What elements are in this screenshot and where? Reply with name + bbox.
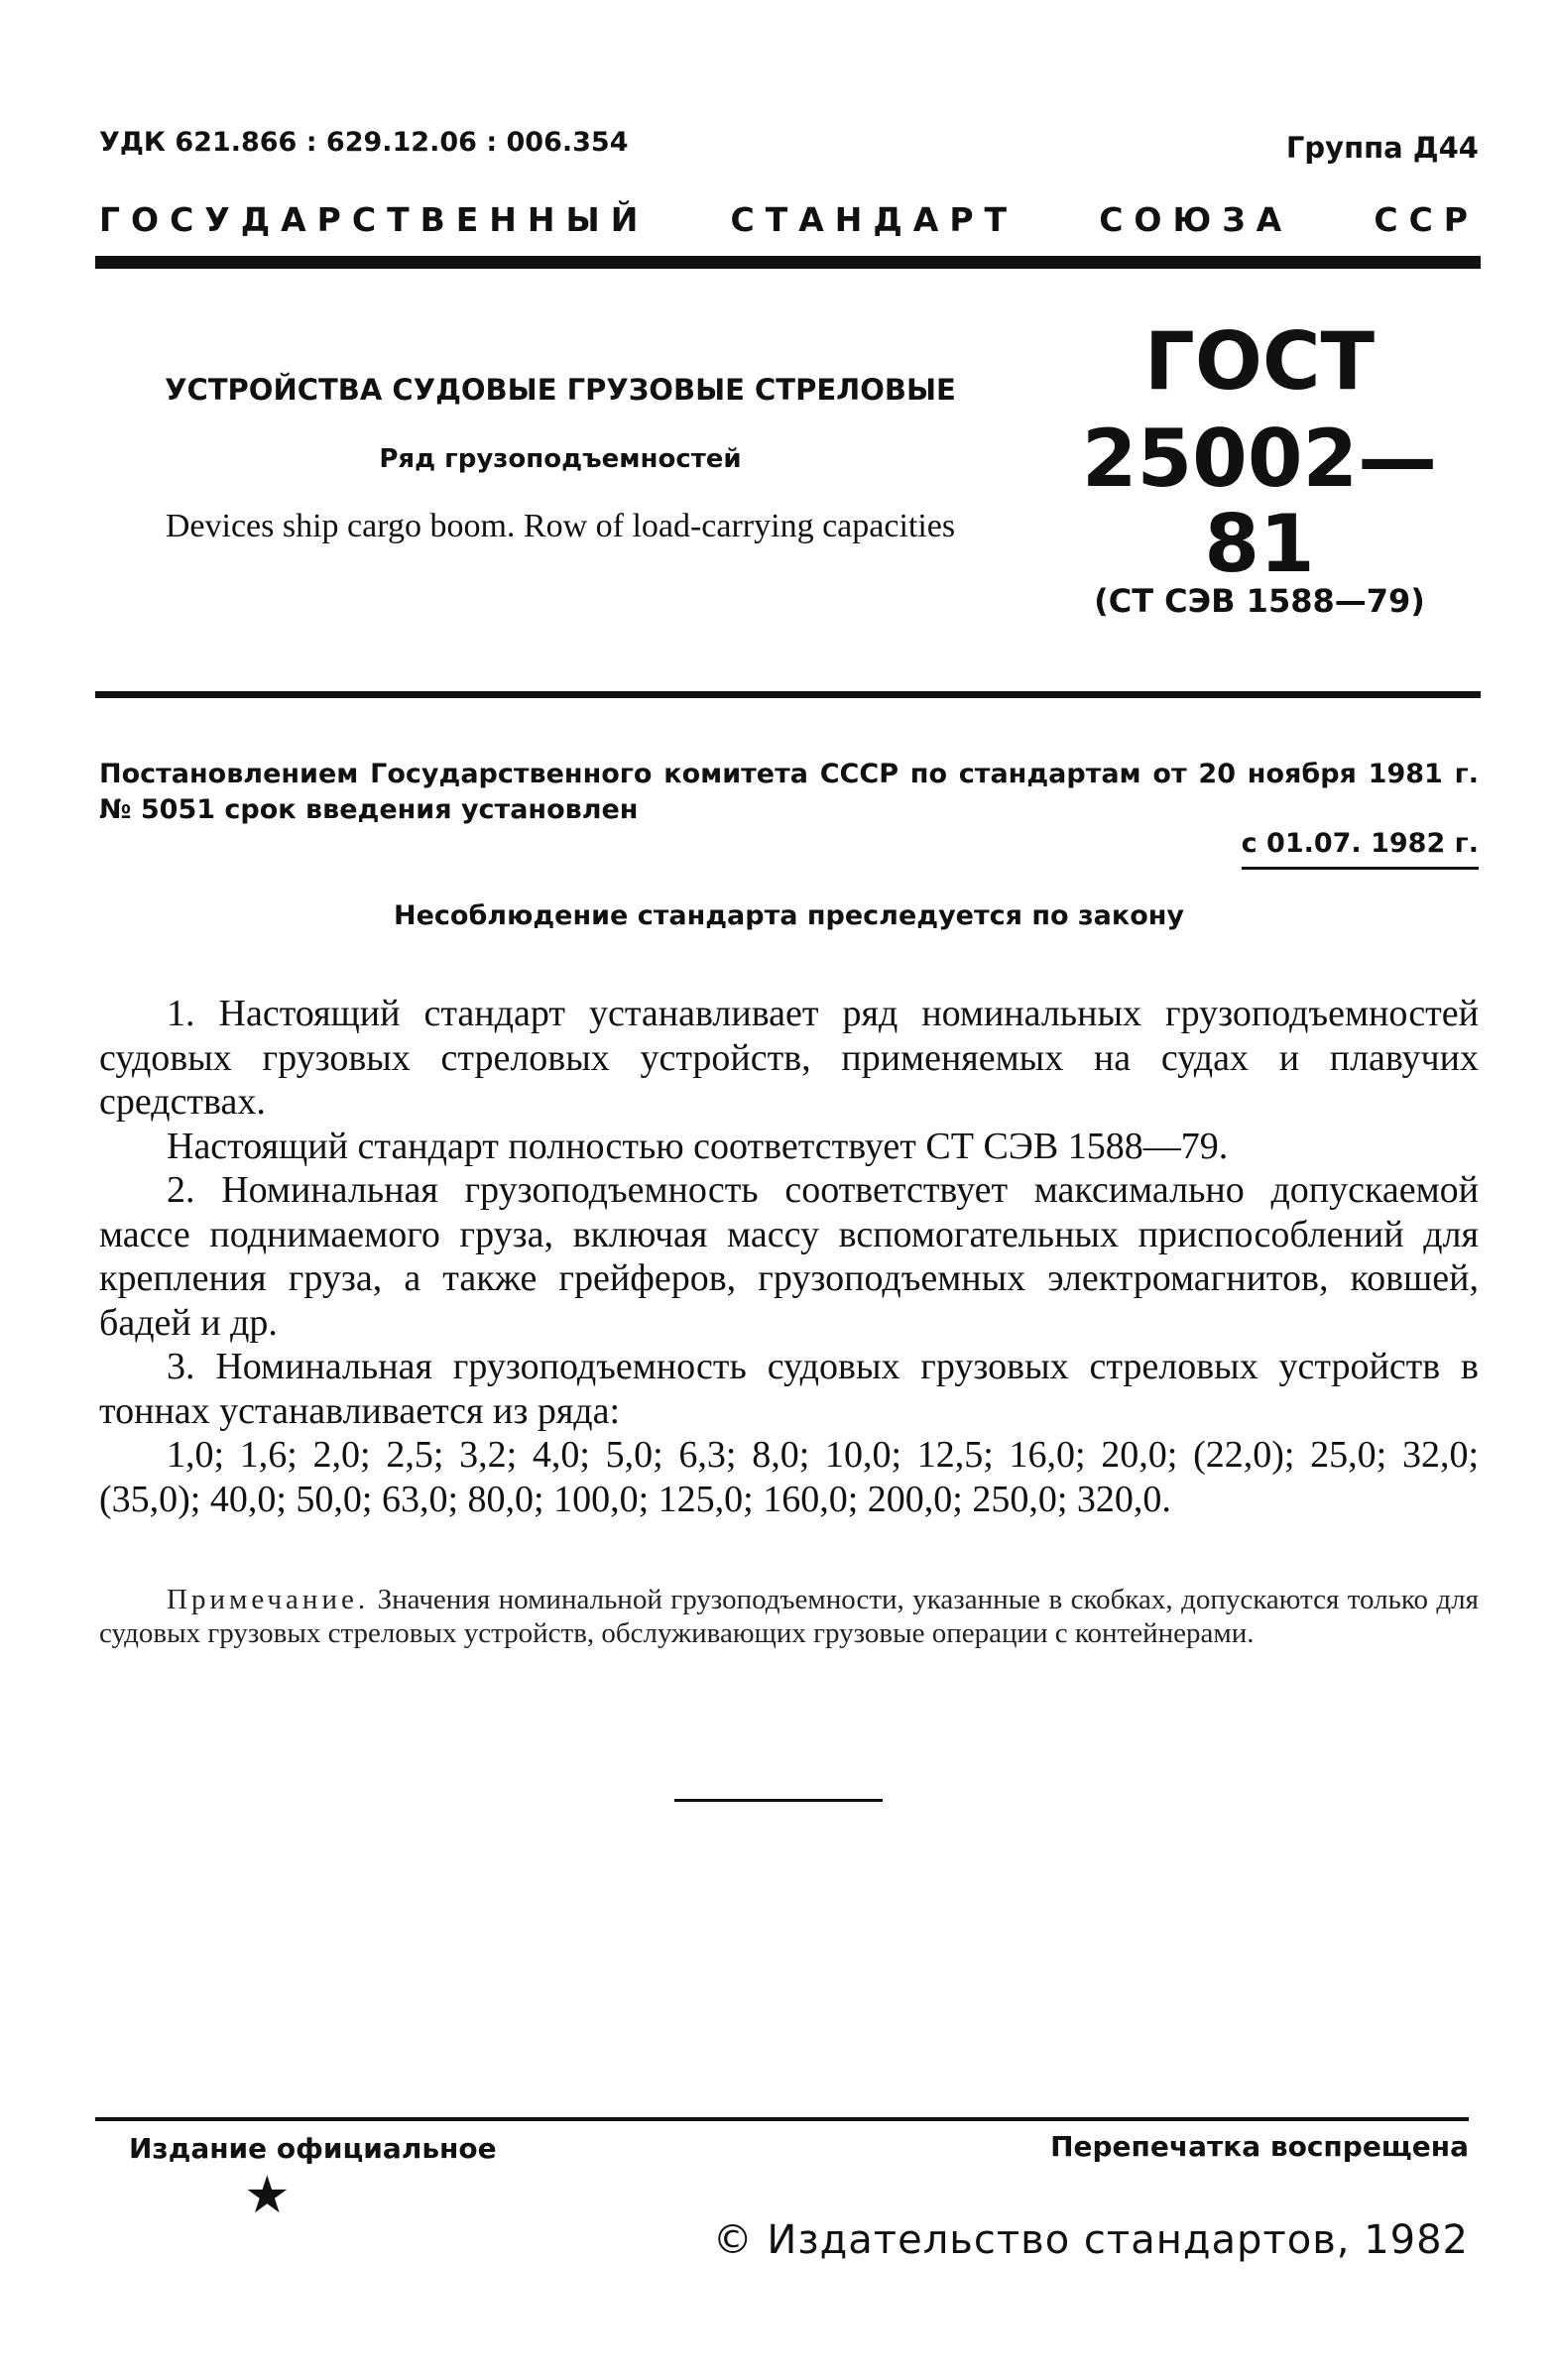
- decree-text: Постановлением Государственного комитета СССР по стандартам от 20 ноября 1981 г. № 5051 срок введения установлен: [99, 759, 1479, 825]
- standard-body: [99, 992, 1479, 1521]
- english-title: Devices ship cargo boom. Row of load-carrying capacities: [165, 508, 956, 544]
- star-icon: ★: [244, 2168, 291, 2224]
- sev-reference: (СТ СЭВ 1588—79): [1094, 582, 1425, 620]
- paragraph: Настоящий стандарт полностью соответствует СТ СЭВ 1588—79.: [167, 1125, 1229, 1167]
- capacity-series: 1,0; 1,6; 2,0; 2,5; 3,2; 4,0; 5,0; 6,3; 8,0; 10,0; 12,5; 16,0; 20,0; (22,0); 25,0; 32,0; (35,0); 40,0; 50,0; 63,0; 80,0; 100,0; 125,0; 160,0; 200,0; 250,0; 320,0.: [99, 1434, 1479, 1520]
- standard-title: УСТРОЙСТВА СУДОВЫЕ ГРУЗОВЫЕ СТРЕЛОВЫЕ: [165, 373, 956, 407]
- state-standard-line: [99, 200, 1479, 239]
- paragraph: 3. Номинальная грузоподъемность судовых грузовых стреловых устройств в тоннах устанавливается из ряда:: [99, 1346, 1479, 1432]
- state-standard-word: СТАНДАРТ: [730, 200, 1019, 239]
- gost-label: ГОСТ: [1143, 315, 1376, 408]
- group-code: Группа Д44: [1285, 131, 1479, 165]
- note-label: Примечание.: [167, 1584, 370, 1615]
- state-standard-word: СОЮЗА: [1099, 200, 1293, 239]
- note: [99, 1583, 1479, 1650]
- standard-subtitle: Ряд грузоподъемностей: [379, 444, 742, 474]
- udk-code: УДК 621.866 : 629.12.06 : 006.354: [99, 127, 629, 158]
- state-standard-word: ГОСУДАРСТВЕННЫЙ: [99, 200, 650, 239]
- gost-number: 25002—81: [1081, 413, 1438, 590]
- paragraph: 2. Номинальная грузоподъемность соответствует максимально допускаемой массе поднимаемого груза, включая массу вспомогательных приспособлений для крепления груза, а также грейферов, грузоподъемных электромагнитов, ковшей, бадей и др.: [99, 1169, 1479, 1344]
- law-notice: Несоблюдение стандарта преследуется по закону: [393, 900, 1185, 931]
- official-edition: Издание официальное: [129, 2132, 497, 2165]
- state-standard-word: ССР: [1374, 200, 1479, 239]
- header-rule: [95, 256, 1481, 269]
- reprint-prohibited: Перепечатка воспрещена: [1050, 2130, 1469, 2163]
- paragraph: 1. Настоящий стандарт устанавливает ряд номинальных грузоподъемностей судовых грузовых стреловых устройств, применяемых на судах и плавучих средствах.: [99, 993, 1479, 1123]
- footer-rule: [95, 2117, 1469, 2121]
- end-rule: [674, 1799, 883, 1802]
- copyright: © Издательство стандартов, 1982: [712, 2217, 1469, 2263]
- note-text: Значения номинальной грузоподъемности, указанные в скобках, допускаются только для судовых грузовых стреловых устройств, обслуживающих грузовые операции с контейнерами.: [99, 1584, 1479, 1649]
- title-rule: [95, 691, 1481, 698]
- introduction-date: с 01.07. 1982 г.: [1242, 828, 1479, 870]
